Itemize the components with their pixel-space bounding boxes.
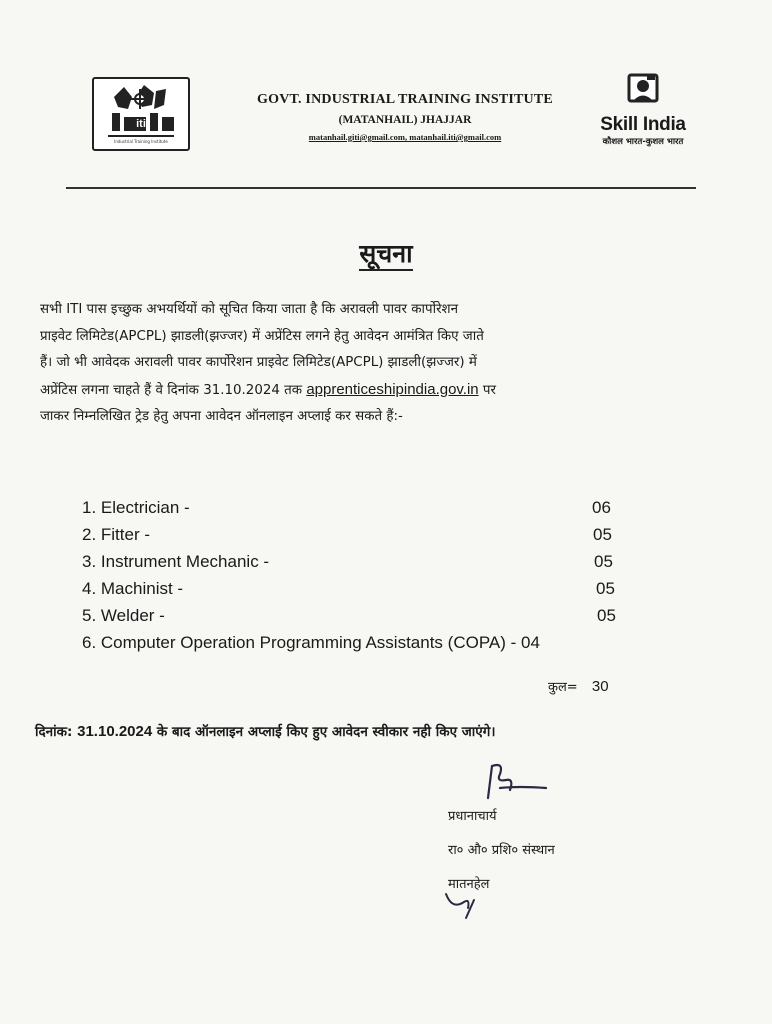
trade-quantity: 05 bbox=[593, 525, 612, 544]
signatory-org: रा० औ० प्रशि० संस्थान bbox=[448, 843, 555, 858]
trade-item bbox=[82, 629, 642, 656]
paragraph-line: जाकर निम्नलिखित ट्रेड हेतु अपना आवेदन ऑनलाइन अप्लाई कर सकते हैं:- bbox=[40, 409, 403, 424]
iti-emblem-icon bbox=[94, 79, 188, 149]
trade-name: 2. Fitter - bbox=[82, 525, 151, 544]
trade-item bbox=[82, 548, 642, 575]
trade-list bbox=[82, 494, 642, 656]
trade-name: 6. Computer Operation Programming Assistants (COPA) - 04 bbox=[82, 633, 540, 652]
deadline-note bbox=[35, 722, 675, 740]
signatory-title: प्रधानाचार्य bbox=[448, 809, 497, 824]
total-value: 30 bbox=[591, 678, 609, 695]
notice-title bbox=[0, 236, 772, 270]
skill-india-name: Skill India bbox=[600, 114, 686, 135]
trade-item bbox=[82, 494, 642, 521]
trade-quantity: 05 bbox=[597, 606, 616, 625]
paragraph-line: सभी ITI पास इच्छुक अभयर्थियों को सूचित किया जाता है कि अरावली पावर कार्पोरेशन bbox=[40, 302, 459, 317]
paragraph-line-link bbox=[40, 377, 666, 405]
notice-paragraph bbox=[40, 297, 666, 431]
trade-item bbox=[82, 521, 642, 548]
trade-quantity: 05 bbox=[596, 579, 615, 598]
trade-name: 1. Electrician - bbox=[82, 498, 190, 517]
apprenticeship-portal-link[interactable]: apprenticeshipindia.gov.in bbox=[306, 380, 479, 398]
paragraph-line: हैं। जो भी आवेदक अरावली पावर कार्पोरेशन प्राइवेट लिमिटेड(APCPL) झाडली(झज्जर) में bbox=[40, 355, 477, 370]
institute-emails: matanhail.giti@gmail.com, matanhail.iti@gmail.com bbox=[308, 132, 502, 142]
institute-header bbox=[215, 92, 595, 142]
trade-name: 4. Machinist - bbox=[82, 579, 184, 598]
paragraph-text: अप्रेंटिस लगना चाहते हैं वे दिनांक 31.10.2024 तक bbox=[40, 382, 307, 398]
skill-india-emblem-icon bbox=[625, 72, 661, 108]
skill-india-logo bbox=[588, 72, 698, 147]
deadline-prefix: दिनांक: bbox=[35, 724, 78, 740]
header-divider bbox=[66, 187, 696, 189]
total-count bbox=[548, 677, 609, 695]
signatory-block bbox=[448, 800, 555, 902]
total-label: कुल= bbox=[548, 680, 578, 695]
trade-name: 5. Welder - bbox=[82, 606, 165, 625]
trade-item bbox=[82, 602, 642, 629]
signatory-place: मातनहेल bbox=[448, 877, 490, 892]
paragraph-text: पर bbox=[478, 382, 496, 398]
iti-logo bbox=[92, 77, 190, 151]
notice-title-text: सूचना bbox=[359, 239, 412, 271]
svg-text:iti: iti bbox=[136, 118, 146, 130]
deadline-suffix: के बाद ऑनलाइन अप्लाई किए हुए आवेदन स्वीकार नही किए जाएंगे। bbox=[152, 724, 496, 740]
trade-name: 3. Instrument Mechanic - bbox=[82, 552, 270, 571]
skill-india-tagline: कौशल भारत-कुशल भारत bbox=[602, 137, 684, 147]
institute-place: (MATANHAIL) JHAJJAR bbox=[338, 114, 472, 126]
deadline-date: 31.10.2024 bbox=[77, 723, 153, 740]
paragraph-line: प्राइवेट लिमिटेड(APCPL) झाडली(झज्जर) में अप्रेंटिस लगने हेतु आवेदन आमंत्रित किए जाते bbox=[40, 328, 484, 344]
trade-quantity: 05 bbox=[594, 552, 613, 571]
trade-item bbox=[82, 575, 642, 602]
trade-quantity: 06 bbox=[592, 498, 611, 517]
svg-text:Industrial Training Institute: Industrial Training Institute bbox=[114, 139, 168, 144]
institute-name: GOVT. INDUSTRIAL TRAINING INSTITUTE bbox=[257, 92, 553, 107]
